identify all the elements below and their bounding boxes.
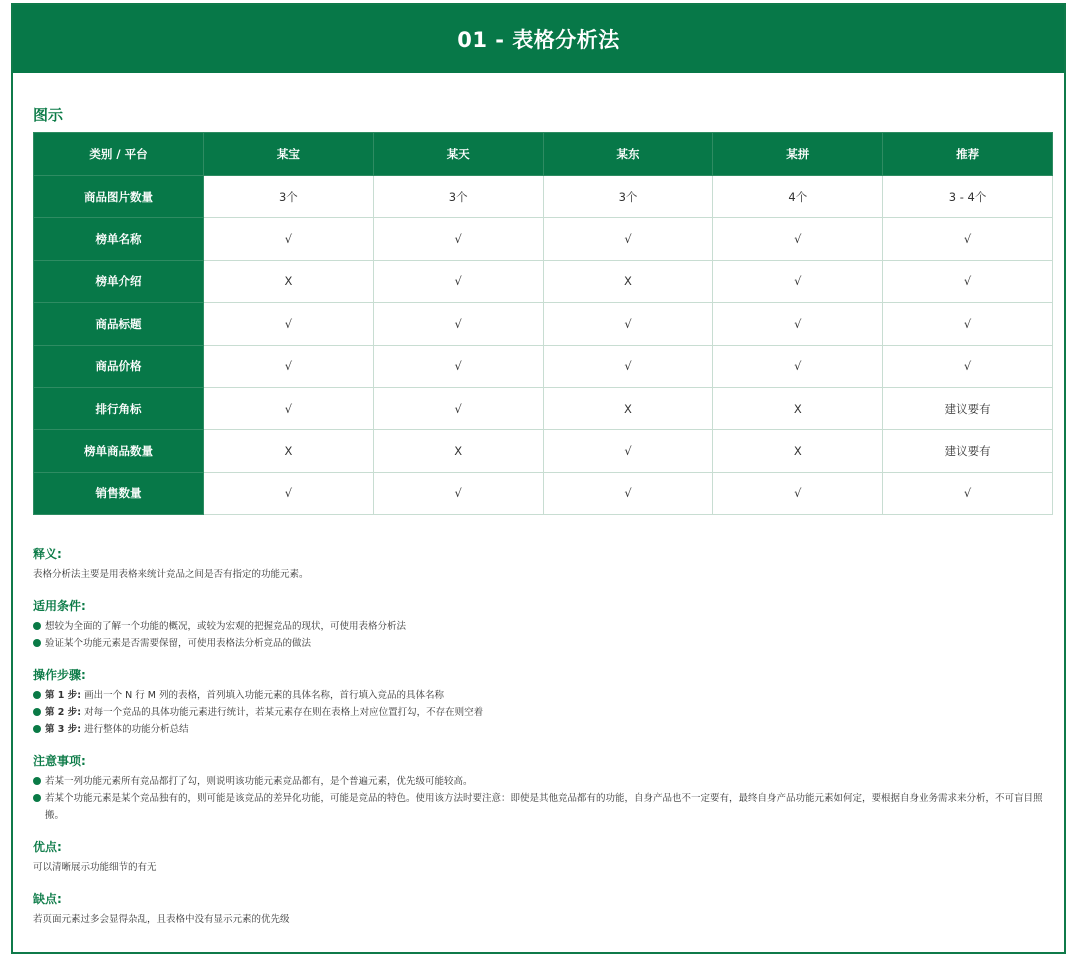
table-cell: X: [204, 260, 374, 302]
table-cell: X: [713, 387, 883, 429]
table-cell: √: [373, 387, 543, 429]
table-cell: √: [204, 218, 374, 260]
definition-text: 表格分析法主要是用表格来统计竞品之间是否有指定的功能元素。: [33, 569, 309, 580]
list-item: [33, 721, 1053, 738]
row-label: 销售数量: [34, 472, 204, 514]
bullet-icon: [33, 639, 41, 647]
steps-block: [33, 666, 1053, 738]
table-cell: √: [713, 303, 883, 345]
step-label: 第 3 步:: [45, 724, 82, 735]
table-cell: √: [373, 260, 543, 302]
table-cell: √: [543, 472, 713, 514]
cons-text: 若页面元素过多会显得杂乱，且表格中没有显示元素的优先级: [33, 914, 290, 925]
step-label: 第 2 步:: [45, 707, 82, 718]
row-label: 榜单名称: [34, 218, 204, 260]
list-item: 验证某个功能元素是否需要保留，可使用表格法分析竞品的做法: [33, 635, 1053, 652]
notes-section: [33, 545, 1053, 942]
column-header: 某天: [373, 133, 543, 176]
table-cell: √: [883, 260, 1053, 302]
table-cell: 3 - 4个: [883, 176, 1053, 218]
table-row: [34, 218, 1053, 260]
cautions-block: [33, 752, 1053, 824]
steps-title: 操作步骤:: [33, 668, 86, 682]
bullet-icon: [33, 708, 41, 716]
table-cell: √: [204, 472, 374, 514]
table-cell: 建议要有: [883, 430, 1053, 472]
step-text: 对每一个竞品的具体功能元素进行统计，若某元素存在则在表格上对应位置打勾，不存在则空着: [84, 707, 484, 718]
row-label: 榜单商品数量: [34, 430, 204, 472]
column-header: 类别 / 平台: [34, 133, 204, 176]
table-cell: √: [713, 260, 883, 302]
list-item: [33, 687, 1053, 704]
table-cell: √: [373, 303, 543, 345]
table-cell: √: [713, 345, 883, 387]
table-cell: X: [204, 430, 374, 472]
bullet-icon: [33, 691, 41, 699]
table-cell: √: [543, 345, 713, 387]
list-item: 想较为全面的了解一个功能的概况，或较为宏观的把握竞品的现状，可使用表格分析法: [33, 618, 1053, 635]
section-title: 图示: [33, 106, 64, 124]
table-cell: √: [204, 303, 374, 345]
table-cell: √: [373, 218, 543, 260]
page-title: 01 - 表格分析法: [457, 28, 620, 52]
table-cell: √: [543, 303, 713, 345]
table-cell: X: [543, 387, 713, 429]
table-cell: √: [543, 218, 713, 260]
column-header: 某拼: [713, 133, 883, 176]
step-text: 进行整体的功能分析总结: [84, 724, 189, 735]
row-label: 商品价格: [34, 345, 204, 387]
column-header: 某宝: [204, 133, 374, 176]
table-cell: 3个: [204, 176, 374, 218]
row-label: 排行角标: [34, 387, 204, 429]
list-item: [33, 704, 1053, 721]
table-cell: X: [713, 430, 883, 472]
cons-block: [33, 890, 1053, 928]
table-cell: 建议要有: [883, 387, 1053, 429]
table-row: [34, 472, 1053, 514]
column-header: 某东: [543, 133, 713, 176]
table-cell: 3个: [373, 176, 543, 218]
pros-block: [33, 838, 1053, 876]
row-label: 榜单介绍: [34, 260, 204, 302]
table-cell: X: [373, 430, 543, 472]
cautions-title: 注意事项:: [33, 754, 86, 768]
table-cell: √: [713, 218, 883, 260]
table-cell: √: [883, 303, 1053, 345]
table-cell: 4个: [713, 176, 883, 218]
table-cell: √: [883, 218, 1053, 260]
bullet-icon: [33, 794, 41, 802]
page-header: [13, 5, 1064, 73]
table-header-row: [34, 133, 1053, 176]
definition-block: [33, 545, 1053, 583]
bullet-icon: [33, 725, 41, 733]
table-cell: √: [373, 472, 543, 514]
definition-title: 释义:: [33, 547, 62, 561]
table-cell: X: [543, 260, 713, 302]
cons-title: 缺点:: [33, 892, 62, 906]
conditions-block: [33, 597, 1053, 652]
table-cell: √: [204, 345, 374, 387]
table-row: [34, 345, 1053, 387]
pros-text: 可以清晰展示功能细节的有无: [33, 862, 157, 873]
bullet-icon: [33, 777, 41, 785]
row-label: 商品图片数量: [34, 176, 204, 218]
table-cell: √: [373, 345, 543, 387]
pros-title: 优点:: [33, 840, 62, 854]
table-cell: √: [543, 430, 713, 472]
table-row: [34, 303, 1053, 345]
list-item: 若某一列功能元素所有竞品都打了勾，则说明该功能元素竞品都有，是个普遍元素，优先级可能较高。: [33, 773, 1053, 790]
table-row: [34, 387, 1053, 429]
conditions-title: 适用条件:: [33, 599, 86, 613]
comparison-table: [33, 132, 1053, 515]
table-cell: √: [883, 345, 1053, 387]
table-row: [34, 430, 1053, 472]
step-text: 画出一个 N 行 M 列的表格，首列填入功能元素的具体名称，首行填入竞品的具体名称: [84, 690, 444, 701]
column-header: 推荐: [883, 133, 1053, 176]
table-cell: √: [883, 472, 1053, 514]
table-row: [34, 176, 1053, 218]
step-label: 第 1 步:: [45, 690, 82, 701]
table-cell: √: [713, 472, 883, 514]
row-label: 商品标题: [34, 303, 204, 345]
list-item: 若某个功能元素是某个竞品独有的，则可能是该竞品的差异化功能，可能是竞品的特色。使用该方法时要注意：即使是其他竞品都有的功能，自身产品也不一定要有，最终自身产品功能元素如何定，要根据自身业务需求来分析，不可盲目照搬。: [33, 790, 1053, 824]
table-cell: √: [204, 387, 374, 429]
table-cell: 3个: [543, 176, 713, 218]
table-row: [34, 260, 1053, 302]
bullet-icon: [33, 622, 41, 630]
